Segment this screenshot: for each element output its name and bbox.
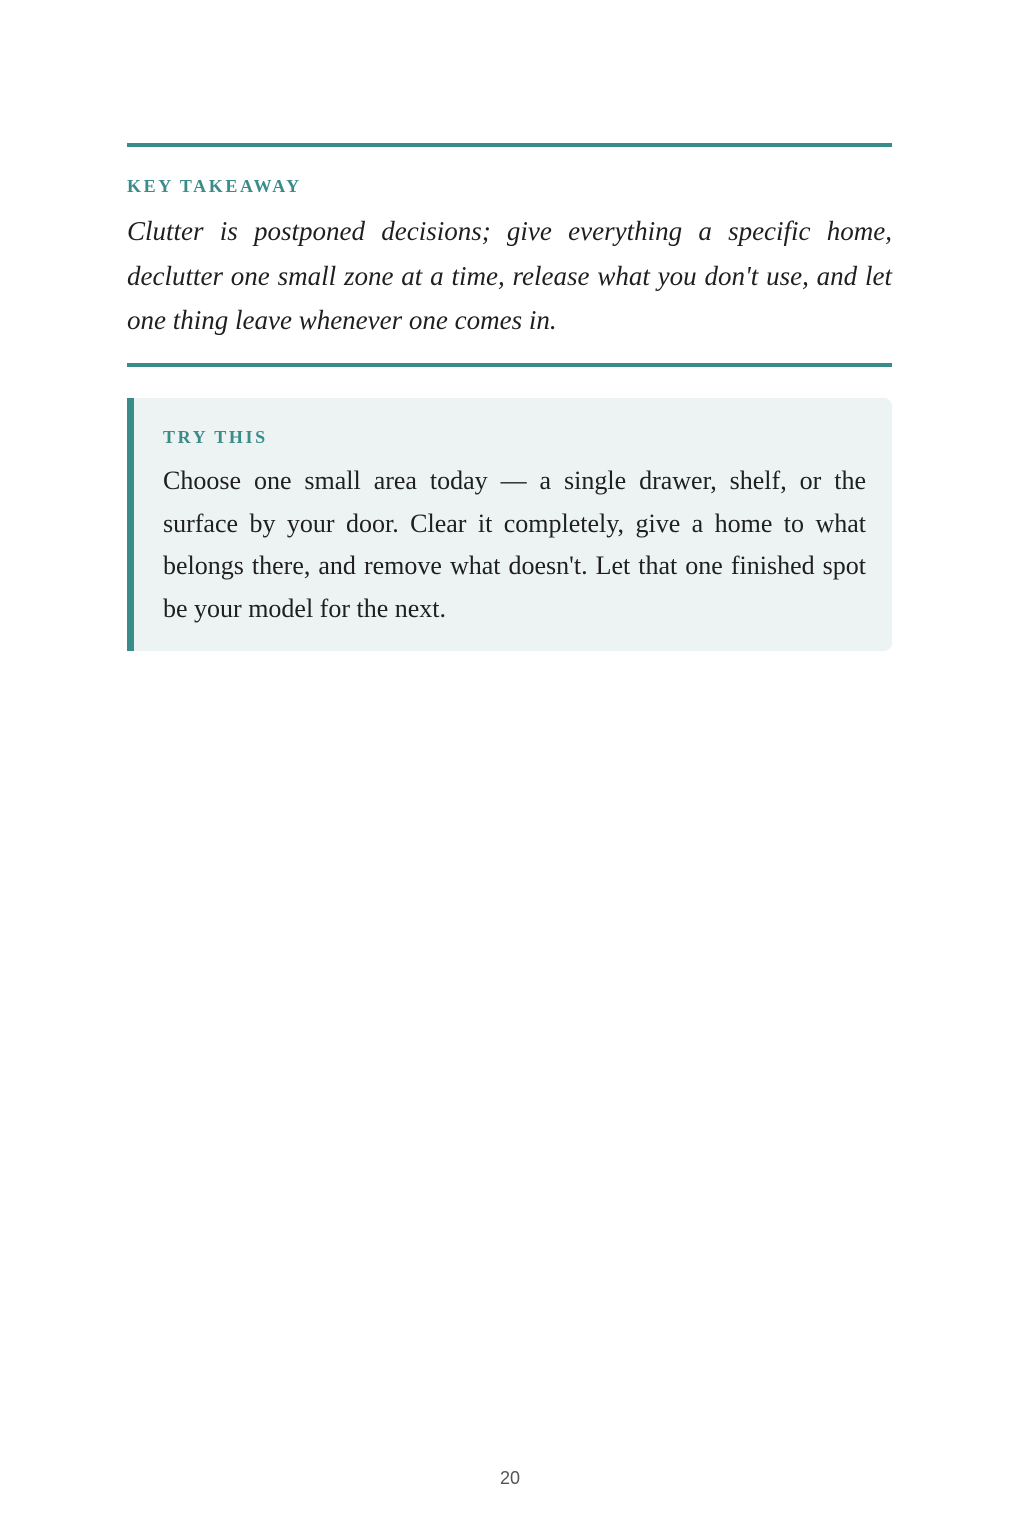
try-this-callout	[127, 398, 892, 651]
key-takeaway-label: KEY TAKEAWAY	[127, 176, 302, 196]
key-takeaway-text: Clutter is postponed decisions; give everything a specific home, declutter one small zone at a time, release what you don't use, and let one thing leave whenever one comes in.	[127, 216, 892, 335]
try-this-text: Choose one small area today — a single drawer, shelf, or the surface by your door. Clear it completely, give a home to what belongs there, and remove what doesn't. Let that one finished spot be your model for the next.	[163, 466, 866, 623]
key-takeaway-section	[127, 143, 892, 367]
try-this-label: TRY THIS	[163, 427, 268, 447]
page-number: 20	[499, 1468, 521, 1488]
